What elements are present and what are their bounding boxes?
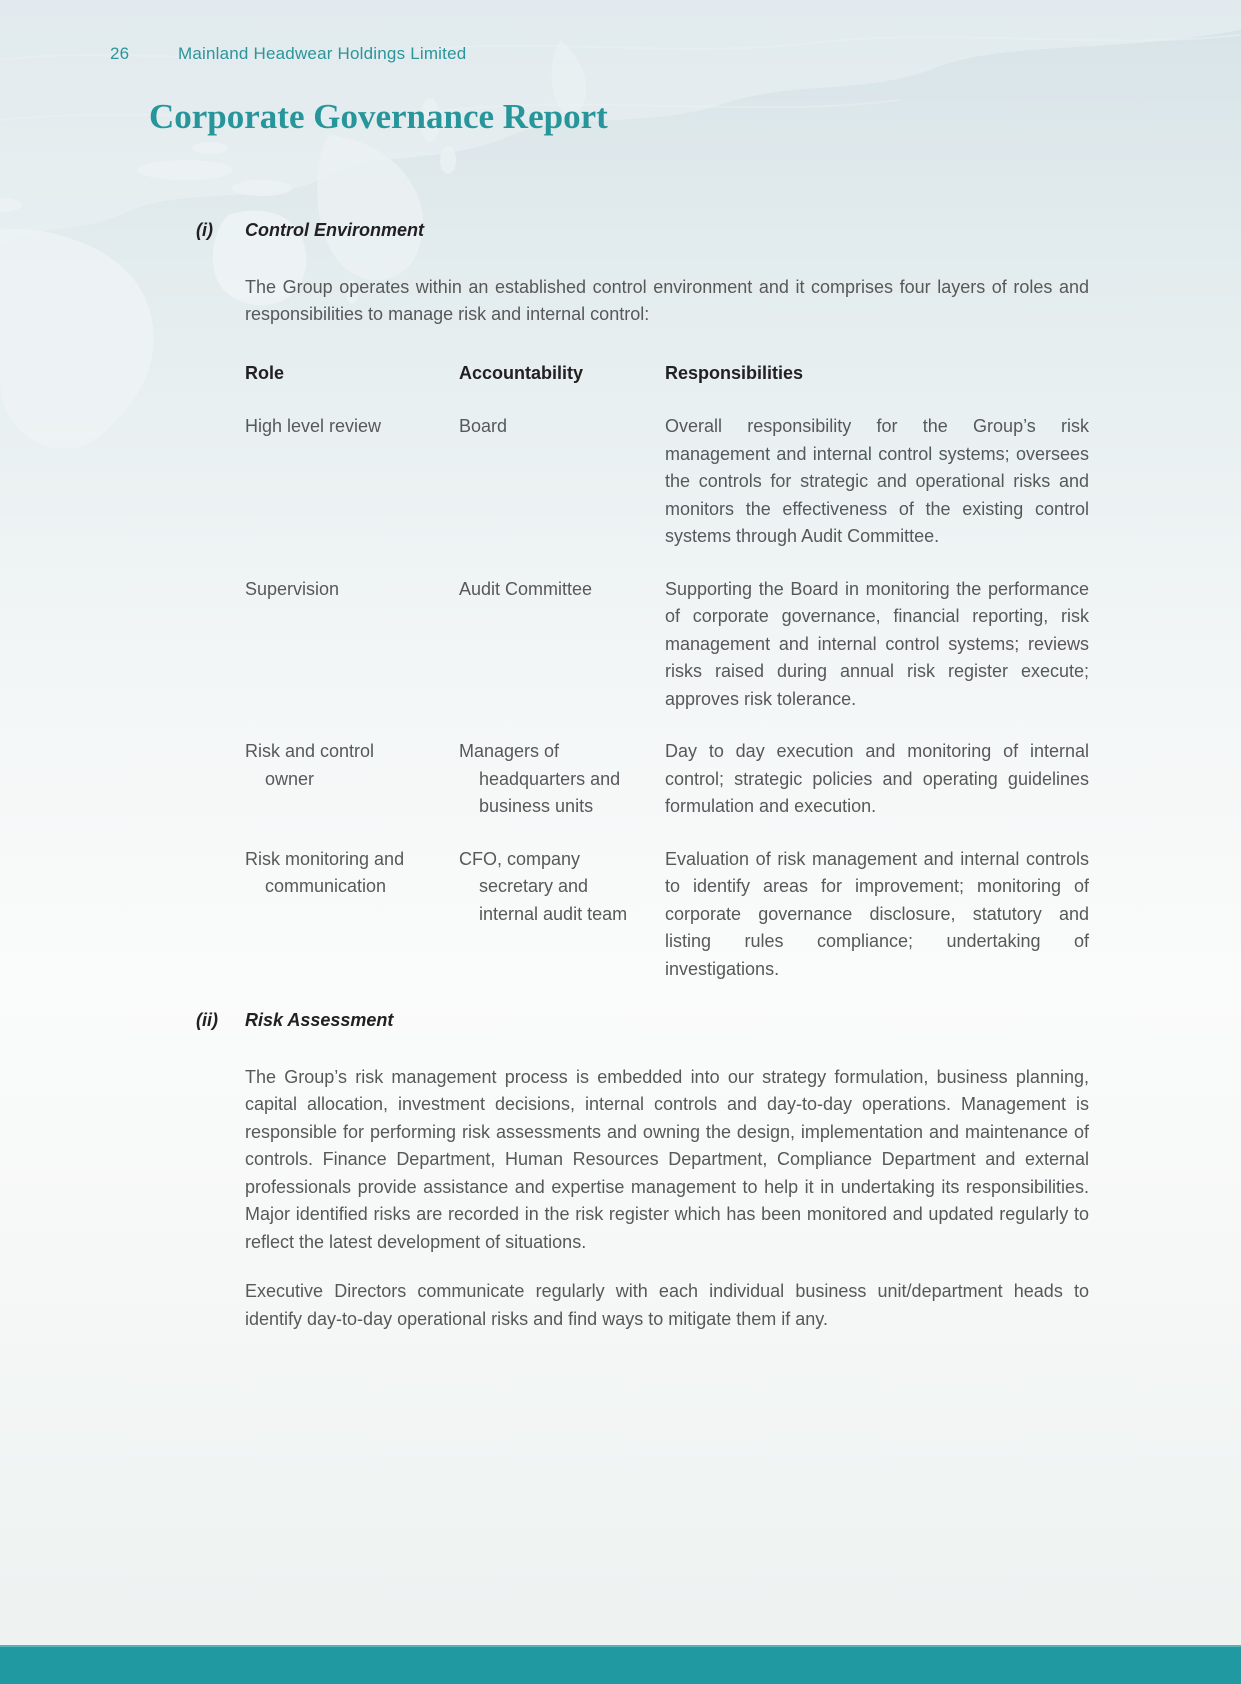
company-name: Mainland Headwear Holdings Limited [178,44,467,63]
table-row [245,576,1089,714]
table-row [245,413,1089,551]
section-heading: Risk Assessment [245,1010,394,1030]
control-environment-table [245,360,1089,984]
section-body [245,274,1089,984]
table-row [245,738,1089,821]
footer-accent-bar [0,1645,1241,1684]
cell-accountability: Board [459,416,508,436]
cell-role: High level review [245,416,382,436]
running-header [0,44,466,63]
section-label: (ii) [196,1010,218,1030]
cell-responsibility: Evaluation of risk management and internal controls to identify areas for improvement; monitoring of corporate governance disclosure, statutory and listing rules compliance; undertaking of investigations. [665,848,1089,979]
section-risk-assessment [196,1007,1089,1333]
section-heading-row [196,1007,1089,1035]
cell-accountability: Managers of headquarters and business units [459,741,621,816]
cell-responsibility: Supporting the Board in monitoring the performance of corporate governance, financial reporting, risk management and internal control systems; reviews risks raised during annual risk register execute; approves risk tolerance. [665,578,1089,709]
page-content [196,217,1089,1333]
column-header-role: Role [245,362,285,383]
section-label: (i) [196,220,213,240]
cell-accountability: CFO, company secretary and internal audit team [459,848,628,924]
cell-responsibility: Day to day execution and monitoring of internal control; strategic policies and operating guidelines formulation and execution. [665,741,1089,816]
section-heading: Control Environment [245,220,424,240]
section-body [245,1064,1089,1334]
intro-paragraph: The Group operates within an established control environment and it comprises four layers of roles and responsibilities to manage risk and internal control: [245,276,1089,324]
cell-accountability: Audit Committee [459,578,593,599]
table-header-row [245,360,1089,388]
cell-role: Risk and control owner [245,741,375,789]
cell-role: Supervision [245,578,340,599]
page-title: Corporate Governance Report [149,97,608,136]
body-paragraph: Executive Directors communicate regularly with each individual business unit/department heads to identify day-to-day operational risks and find ways to mitigate them if any. [245,1281,1089,1329]
cell-role: Risk monitoring and communication [245,848,405,896]
section-control-environment [196,217,1089,983]
column-header-responsibilities: Responsibilities [665,362,804,383]
column-header-accountability: Accountability [459,362,584,383]
body-paragraph: The Group’s risk management process is embedded into our strategy formulation, business planning, capital allocation, investment decisions, internal controls and day-to-day operations. Management is responsible for performing risk assessments and owning the design, implementation and maintenance of controls. Finance Department, Human Resources Department, Compliance Department and external professionals provide assistance and expertise management to help it in undertaking its responsibilities. Major identified risks are recorded in the risk register which has been monitored and updated regularly to reflect the latest development of situations. [245,1066,1089,1252]
table-row [245,846,1089,984]
page-number: 26 [110,44,130,63]
cell-responsibility: Overall responsibility for the Group’s risk management and internal control systems; oversees the controls for strategic and operational risks and monitors the effectiveness of the existing control systems through Audit Committee. [665,416,1089,546]
section-heading-row [196,217,1089,245]
